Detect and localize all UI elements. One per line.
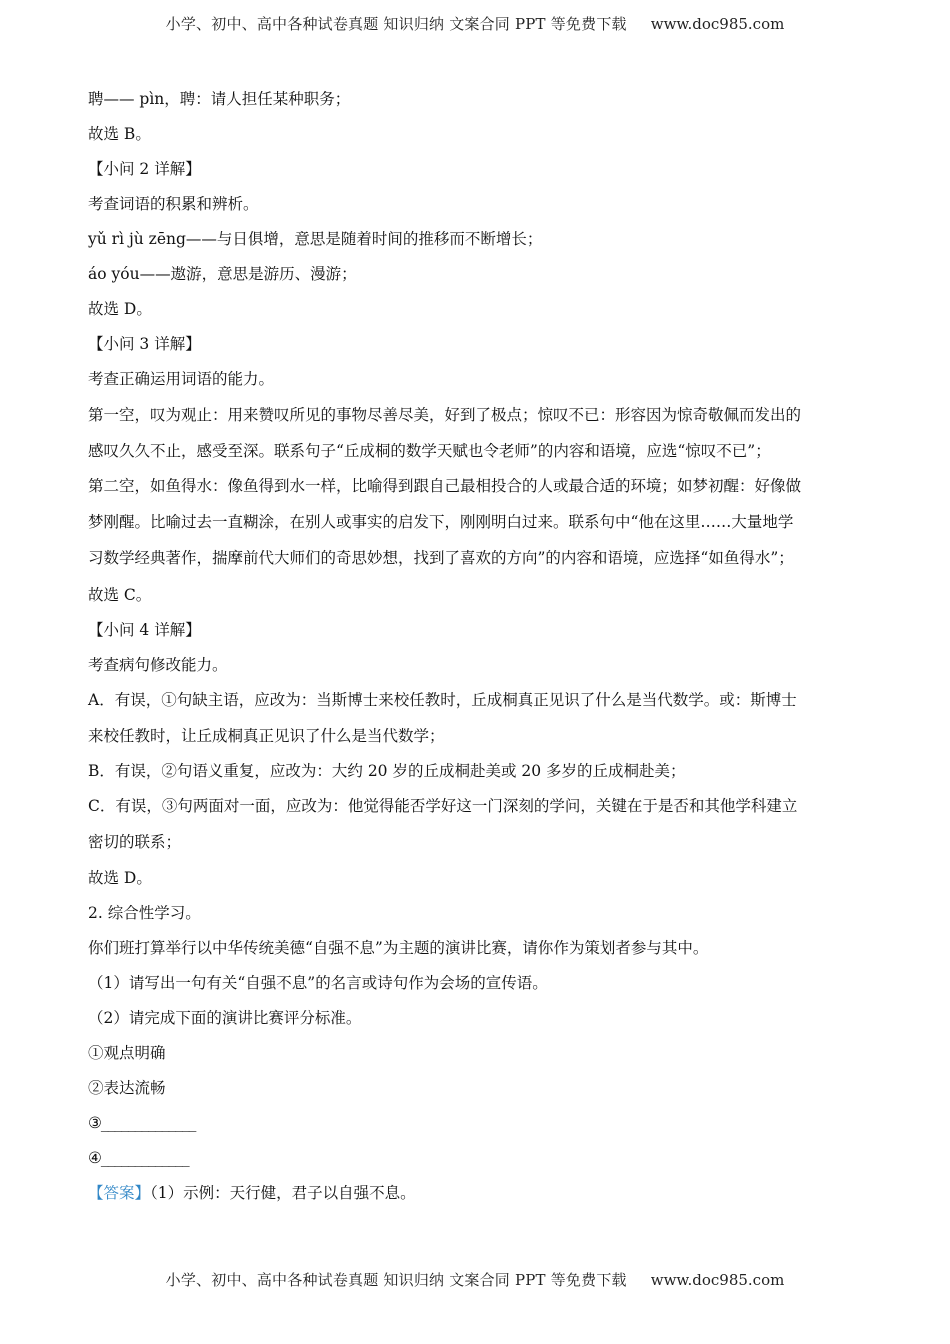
text-line: 密切的联系； <box>88 833 182 851</box>
answer-text: （1）示例：天行健，君子以自强不息。 <box>150 1184 416 1202</box>
page-footer <box>0 1269 950 1290</box>
answer-label: 【答案】 <box>88 1184 151 1202</box>
blank-line: ③______________ <box>88 1114 196 1132</box>
text-line: 来校任教时，让丘成桐真正见识了什么是当代数学； <box>88 727 445 745</box>
text-line: 第二空，如鱼得水：像鱼得到水一样，比喻得到跟自己最相投合的人或最合适的环境；如梦初醒：好像做 <box>88 477 802 495</box>
text-line: 梦刚醒。比喻过去一直糊涂，在别人或事实的启发下，刚刚明白过来。联系句中“他在这里……大量地学 <box>88 513 794 531</box>
text-line: yǔ rì jù zēng——与日俱增，意思是随着时间的推移而不断增长； <box>88 230 543 248</box>
text-line: 故选 D。 <box>88 300 152 318</box>
footer-text: 小学、初中、高中各种试卷真题 知识归纳 文案合同 PPT 等免费下载 <box>165 1271 627 1289</box>
text-line: （2）请完成下面的演讲比赛评分标准。 <box>88 1009 362 1027</box>
text-line: 感叹久久不止，感受至深。联系句子“丘成桐的数学天赋也令老师”的内容和语境，应选“惊叹不已”； <box>88 442 771 460</box>
question-title: 2. 综合性学习。 <box>88 904 201 922</box>
header-url[interactable]: www.doc985.com <box>650 15 785 33</box>
text-line: 你们班打算举行以中华传统美德“自强不息”为主题的演讲比赛，请你作为策划者参与其中。 <box>88 939 709 957</box>
text-line: ①观点明确 <box>88 1044 166 1062</box>
text-line: 习数学经典著作，揣摩前代大师们的奇思妙想，找到了喜欢的方向”的内容和语境，应选择“如鱼得水”； <box>88 549 794 567</box>
text-line: 故选 D。 <box>88 869 152 887</box>
page-header <box>0 13 950 34</box>
blank-line: ④_____________ <box>88 1149 189 1167</box>
section-heading: 【小问 4 详解】 <box>88 621 201 639</box>
footer-url[interactable]: www.doc985.com <box>650 1271 785 1289</box>
text-line: C．有误，③句两面对一面，应改为：他觉得能否学好这一门深刻的学问，关键在于是否和其他学科建立 <box>88 797 798 815</box>
text-line: A．有误，①句缺主语，应改为：当斯博士来校任教时，丘成桐真正见识了什么是当代数学。或：斯博士 <box>88 691 797 709</box>
text-line: áo yóu——遨游，意思是游历、漫游； <box>88 265 357 283</box>
text-line: （1）请写出一句有关“自强不息”的名言或诗句作为会场的宣传语。 <box>88 974 548 992</box>
text-line: 故选 B。 <box>88 125 151 143</box>
text-line: 考查词语的积累和辨析。 <box>88 195 259 213</box>
section-heading: 【小问 3 详解】 <box>88 335 201 353</box>
text-line: 考查病句修改能力。 <box>88 656 228 674</box>
text-line: 聘—— pìn，聘：请人担任某种职务； <box>88 90 351 108</box>
section-heading: 【小问 2 详解】 <box>88 160 201 178</box>
text-line: ②表达流畅 <box>88 1079 166 1097</box>
text-line: 考查正确运用词语的能力。 <box>88 370 275 388</box>
header-text: 小学、初中、高中各种试卷真题 知识归纳 文案合同 PPT 等免费下载 <box>165 15 627 33</box>
text-line: B．有误，②句语义重复，应改为：大约 20 岁的丘成桐赴美或 20 多岁的丘成桐赴美； <box>88 762 686 780</box>
text-line: 故选 C。 <box>88 586 152 604</box>
text-line: 第一空，叹为观止：用来赞叹所见的事物尽善尽美，好到了极点；惊叹不已：形容因为惊奇敬佩而发出的 <box>88 406 802 424</box>
answer-line <box>88 1182 416 1204</box>
